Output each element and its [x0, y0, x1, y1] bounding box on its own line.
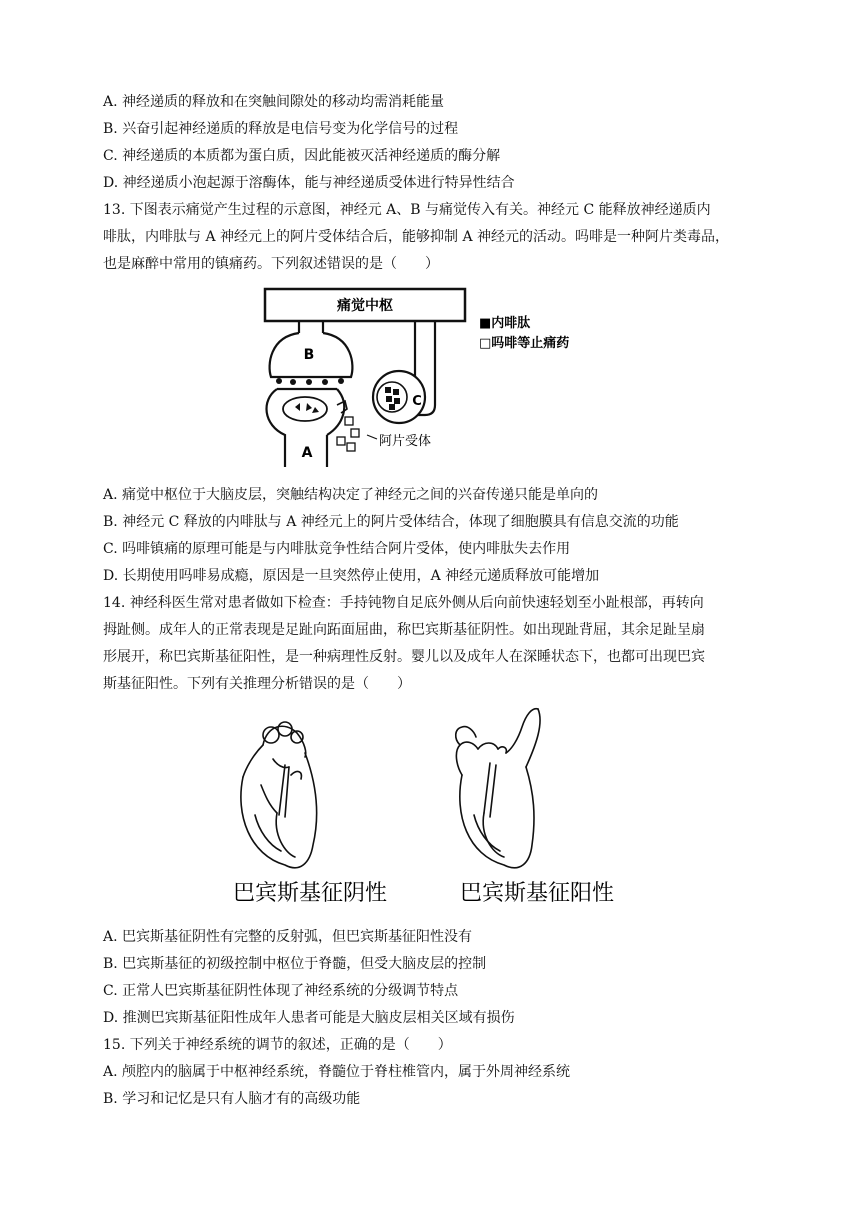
- q13-option-d: D. 长期使用吗啡易成瘾，原因是一旦突然停止使用，A 神经元递质释放可能增加: [103, 568, 600, 584]
- q13-option-c: C. 吗啡镇痛的原理可能是与内啡肽竞争性结合阿片受体，使内啡肽失去作用: [103, 541, 571, 557]
- neuron-a-label: A: [301, 445, 313, 461]
- pain-center-label: 痛觉中枢: [337, 298, 393, 314]
- legend-morphine: □吗啡等止痛药: [479, 336, 570, 351]
- q14-option-a: A. 巴宾斯基征阴性有完整的反射弧，但巴宾斯基征阳性没有: [103, 929, 473, 945]
- neuron-c-label: C: [412, 394, 422, 409]
- q12-option-a: A. 神经递质的释放和在突触间隙处的移动均需消耗能量: [103, 94, 445, 110]
- q13-stem-line-1: 13. 下图表示痛觉产生过程的示意图，神经元 A、B 与痛觉传入有关。神经元 C 能释放神经递质内: [103, 202, 711, 218]
- q12-option-c: C. 神经递质的本质都为蛋白质，因此能被灭活神经递质的酶分解: [103, 148, 501, 164]
- q15-stem: 15. 下列关于神经系统的调节的叙述，正确的是（ ）: [103, 1037, 452, 1053]
- foot-negative-sketch: [241, 722, 317, 868]
- q13-option-b: B. 神经元 C 释放的内啡肽与 A 神经元上的阿片受体结合，体现了细胞膜具有信息交流的功能: [103, 514, 679, 530]
- legend-endorphin: ■内啡肽: [479, 316, 531, 331]
- q14-option-c: C. 正常人巴宾斯基征阴性体现了神经系统的分级调节特点: [103, 983, 459, 999]
- q15-option-a: A. 颅腔内的脑属于中枢神经系统，脊髓位于脊柱椎管内，属于外周神经系统: [103, 1064, 571, 1080]
- q12-option-b: B. 兴奋引起神经递质的释放是电信号变为化学信号的过程: [103, 121, 459, 137]
- babinski-negative-caption: 巴宾斯基征阴性: [232, 881, 388, 906]
- q13-stem-line-3: 也是麻醉中常用的镇痛药。下列叙述错误的是（ ）: [103, 256, 439, 272]
- babinski-foot-illustrations: [225, 705, 635, 915]
- q14-stem-line-1: 14. 神经科医生常对患者做如下检查：手持钝物自足底外侧从后向前快速轻划至小趾根部，再转向: [103, 595, 704, 611]
- q15-option-b: B. 学习和记忆是只有人脑才有的高级功能: [103, 1091, 361, 1107]
- q14-stem-line-2: 拇趾侧。成年人的正常表现是足趾向跖面屈曲，称巴宾斯基征阴性。如出现趾背屈，其余足趾呈扇: [103, 622, 705, 638]
- q13-stem-line-2: 啡肽，内啡肽与 A 神经元上的阿片受体结合后，能够抑制 A 神经元的活动。吗啡是一种阿片类毒品，: [103, 229, 730, 245]
- q14-option-d: D. 推测巴宾斯基征阳性成年人患者可能是大脑皮层相关区域有损伤: [103, 1010, 515, 1026]
- q13-option-a: A. 痛觉中枢位于大脑皮层，突触结构决定了神经元之间的兴奋传递只能是单向的: [103, 487, 599, 503]
- opioid-receptor-label: 阿片受体: [379, 434, 432, 449]
- foot-positive-sketch: [456, 709, 540, 868]
- q12-option-d: D. 神经递质小泡起源于溶酶体，能与神经递质受体进行特异性结合: [103, 175, 515, 191]
- pain-pathway-diagram: [255, 285, 615, 470]
- q14-stem-line-3: 形展开，称巴宾斯基征阳性，是一种病理性反射。婴儿以及成年人在深睡状态下，也都可出现巴宾: [103, 649, 705, 665]
- neuron-b-label: B: [303, 347, 315, 363]
- q14-option-b: B. 巴宾斯基征的初级控制中枢位于脊髓，但受大脑皮层的控制: [103, 956, 487, 972]
- q14-stem-line-4: 斯基征阳性。下列有关推理分析错误的是（ ）: [103, 676, 411, 692]
- babinski-positive-caption: 巴宾斯基征阳性: [459, 881, 615, 906]
